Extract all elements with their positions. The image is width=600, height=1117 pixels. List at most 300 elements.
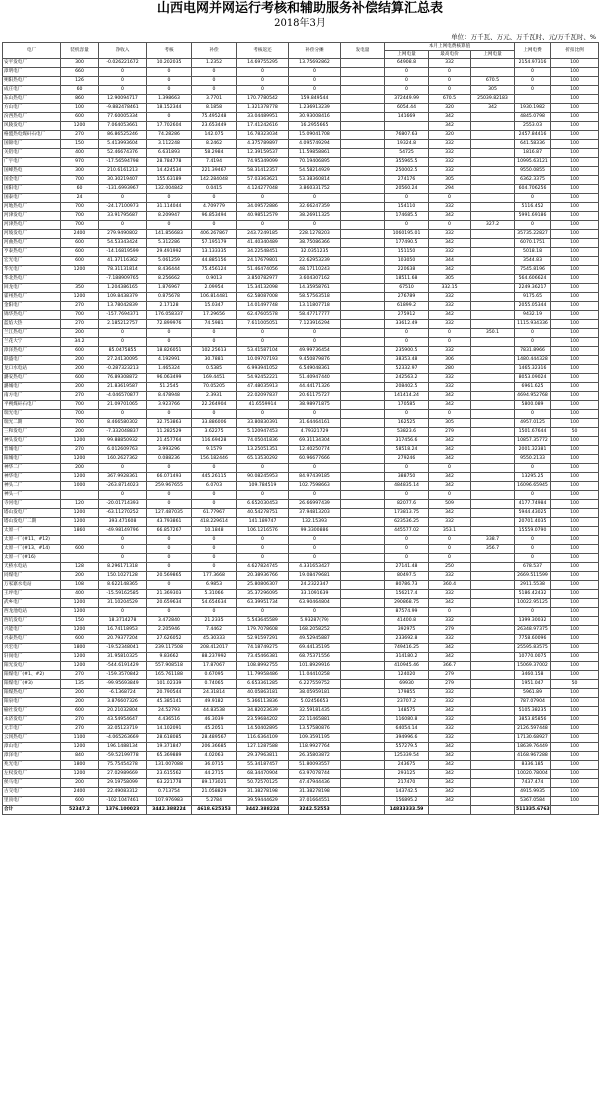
plant-name-cell: 榆社发电厂	[3, 707, 61, 716]
col-header: 补偿分摊	[289, 43, 341, 59]
table-cell: 46.3039	[192, 716, 237, 725]
table-cell: 320	[429, 104, 471, 113]
table-cell: 1501.67644	[515, 428, 551, 437]
table-cell: 787.07904	[515, 698, 551, 707]
table-cell: 0.67095	[192, 671, 237, 680]
table-cell: 2126.597448	[515, 725, 551, 734]
table-cell: 332	[429, 230, 471, 239]
table-cell: 13.25051351	[237, 446, 289, 455]
table-cell: 332	[429, 248, 471, 257]
table-cell	[341, 653, 385, 662]
table-cell: 2911.5538	[515, 581, 551, 590]
table-cell: 31.10204529	[99, 599, 147, 608]
table-cell: 342	[429, 473, 471, 482]
table-cell: 109.8438379	[99, 293, 147, 302]
table-cell: 0	[147, 86, 192, 95]
table-cell: 63.39951734	[237, 599, 289, 608]
table-cell: 0	[192, 221, 237, 230]
table-cell: 34.2	[61, 338, 99, 347]
table-cell: 305	[471, 86, 515, 95]
table-cell: 332	[429, 725, 471, 734]
table-cell: 332	[429, 635, 471, 644]
table-row	[3, 689, 599, 698]
table-cell: 0	[289, 608, 341, 617]
table-cell	[341, 113, 385, 122]
plant-name-cell: 国阳电厂	[3, 185, 61, 194]
table-row	[3, 680, 599, 689]
table-cell: 10770.0075	[515, 653, 551, 662]
table-cell: -7.332048837	[99, 428, 147, 437]
table-cell: 5.120947453	[237, 428, 289, 437]
table-cell	[341, 590, 385, 599]
table-cell: 3.62275	[192, 428, 237, 437]
table-row	[3, 572, 599, 581]
table-cell: 4168.967288	[515, 752, 551, 761]
table-row	[3, 428, 599, 437]
table-row	[3, 257, 599, 266]
table-cell: 100	[551, 257, 599, 266]
plant-name-cell: 平朔煤矸石电厂	[3, 401, 61, 410]
table-cell: 600	[61, 545, 99, 554]
table-cell: 641.58336	[515, 140, 551, 149]
table-row	[3, 77, 599, 86]
table-cell: 19.371847	[147, 743, 192, 752]
table-cell: 100	[551, 671, 599, 680]
table-cell: 10995.63121	[515, 158, 551, 167]
table-cell: 19.08479681	[289, 572, 341, 581]
table-cell: 342	[429, 644, 471, 653]
table-cell: 0	[237, 194, 289, 203]
table-cell: 0	[99, 545, 147, 554]
table-cell: 0	[515, 545, 551, 554]
table-cell: 0	[429, 545, 471, 554]
table-cell: 0	[99, 194, 147, 203]
table-cell: 0	[385, 554, 429, 563]
table-cell: 65.13530292	[237, 455, 289, 464]
table-cell: 350	[61, 284, 99, 293]
table-cell: 109.784519	[237, 482, 289, 491]
table-cell	[551, 806, 599, 815]
table-cell: 150	[61, 617, 99, 626]
table-cell: 0	[192, 68, 237, 77]
table-row	[3, 347, 599, 356]
table-cell: 366.7	[429, 662, 471, 671]
table-cell	[471, 410, 515, 419]
table-cell: 0	[515, 194, 551, 203]
plant-name-cell: 西坑发电厂	[3, 617, 61, 626]
table-cell: 2154.97316	[515, 59, 551, 68]
table-cell: 2553.03	[515, 122, 551, 131]
table-cell: 54725	[385, 149, 429, 158]
table-cell: 1.321378778	[237, 104, 289, 113]
table-cell: 0	[289, 77, 341, 86]
plant-name-cell: 阳煤电厂(#3)	[3, 680, 61, 689]
table-cell: 74.28286	[147, 131, 192, 140]
table-cell: 41.40340489	[237, 239, 289, 248]
table-cell: 10.202035	[147, 59, 192, 68]
table-cell: 100	[551, 230, 599, 239]
table-cell: 0	[192, 194, 237, 203]
col-header: 发电量	[341, 43, 385, 59]
plant-name-cell: 锦华热电厂	[3, 311, 61, 320]
table-cell: 34.09572886	[237, 203, 289, 212]
table-cell: 8.436444	[147, 266, 192, 275]
table-cell: -24.17100973	[99, 203, 147, 212]
table-cell	[341, 266, 385, 275]
table-cell: 15.34132098	[237, 284, 289, 293]
table-cell: 200	[61, 383, 99, 392]
table-cell: 58.47717777	[289, 311, 341, 320]
table-cell: 0	[289, 338, 341, 347]
table-row	[3, 401, 599, 410]
table-cell: 14.424534	[147, 167, 192, 176]
table-cell: 0	[429, 77, 471, 86]
table-cell: 69.44135195	[289, 644, 341, 653]
table-cell: 1.2352	[192, 59, 237, 68]
table-cell: 0.9013	[192, 275, 237, 284]
table-cell: 100	[551, 419, 599, 428]
table-cell: 3.860331752	[289, 185, 341, 194]
table-cell: 100	[551, 248, 599, 257]
plant-name-cell: 朔阳热电厂	[3, 77, 61, 86]
table-cell: 670.5	[471, 77, 515, 86]
table-cell: 0	[147, 329, 192, 338]
table-row	[3, 545, 599, 554]
table-cell	[341, 59, 385, 68]
table-cell: 342	[429, 599, 471, 608]
table-cell: 16.74118953	[99, 626, 147, 635]
table-cell: 4.02063	[192, 752, 237, 761]
plant-name-cell: 神华电厂	[3, 473, 61, 482]
plant-name-cell: 西龙池电站	[3, 608, 61, 617]
table-cell: 314180.2	[385, 653, 429, 662]
plant-name-cell: 霍州热电厂	[3, 293, 61, 302]
table-cell	[341, 716, 385, 725]
table-cell: 5186.42432	[515, 590, 551, 599]
table-cell	[471, 500, 515, 509]
table-row	[3, 104, 599, 113]
table-cell: 126	[61, 77, 99, 86]
table-cell	[471, 464, 515, 473]
table-row	[3, 770, 599, 779]
table-row	[3, 203, 599, 212]
table-cell: 11.04410258	[289, 671, 341, 680]
table-cell: 342	[429, 122, 471, 131]
table-cell: 5961.89	[515, 689, 551, 698]
plant-name-cell: 太原一厂(#11、#12)	[3, 536, 61, 545]
table-cell	[471, 149, 515, 158]
plant-name-cell: 侯马电厂	[3, 779, 61, 788]
table-row	[3, 86, 599, 95]
table-cell: 9.450879876	[289, 356, 341, 365]
table-cell: 0	[385, 194, 429, 203]
table-cell: 0	[385, 491, 429, 500]
table-row	[3, 599, 599, 608]
table-row	[3, 725, 599, 734]
table-cell: 342	[429, 797, 471, 806]
table-cell	[341, 662, 385, 671]
table-cell: 24.31814	[192, 689, 237, 698]
table-cell: 200	[61, 572, 99, 581]
table-cell: 135	[61, 680, 99, 689]
table-cell: -0.026221672	[99, 59, 147, 68]
table-cell: 338.7	[471, 536, 515, 545]
table-cell: 100	[551, 563, 599, 572]
table-cell: 72.899976	[147, 320, 192, 329]
table-cell	[471, 617, 515, 626]
table-cell	[471, 392, 515, 401]
table-cell: 0	[237, 221, 289, 230]
table-row	[3, 392, 599, 401]
table-cell: 16.78323034	[237, 131, 289, 140]
table-cell: 45.2051	[192, 725, 237, 734]
table-cell: 170.7780542	[237, 95, 289, 104]
table-cell: 0	[147, 194, 192, 203]
table-row	[3, 59, 599, 68]
table-cell: 100	[551, 635, 599, 644]
table-cell	[341, 194, 385, 203]
table-cell: 100	[551, 536, 599, 545]
table-cell	[341, 140, 385, 149]
table-row	[3, 698, 599, 707]
table-cell: 332	[429, 716, 471, 725]
table-cell: 342	[429, 311, 471, 320]
table-cell: 6070.1751	[515, 239, 551, 248]
table-cell: 0	[147, 410, 192, 419]
table-cell: 0	[385, 338, 429, 347]
table-cell	[341, 464, 385, 473]
table-cell	[61, 554, 99, 563]
table-cell	[61, 536, 99, 545]
table-cell: 600	[61, 113, 99, 122]
table-cell	[341, 491, 385, 500]
plant-name-cell: 关铝电厂	[3, 149, 61, 158]
plant-name-cell: 万家寨水电站	[3, 581, 61, 590]
table-cell: 28.489567	[192, 734, 237, 743]
table-cell: 16096.65945	[515, 482, 551, 491]
table-cell: 60	[61, 185, 99, 194]
table-cell: 0	[192, 464, 237, 473]
table-cell: 4694.952768	[515, 392, 551, 401]
table-cell: 100	[551, 464, 599, 473]
table-row	[3, 320, 599, 329]
table-cell: 61899.2	[385, 302, 429, 311]
table-cell: 332	[429, 167, 471, 176]
table-cell: 100	[551, 383, 599, 392]
table-row	[3, 284, 599, 293]
table-cell: 342	[429, 239, 471, 248]
table-cell: 200	[61, 356, 99, 365]
table-row	[3, 752, 599, 761]
table-cell: 509	[429, 500, 471, 509]
table-cell: 276789	[385, 293, 429, 302]
table-cell	[341, 761, 385, 770]
table-cell: 3.472840	[147, 617, 192, 626]
table-cell	[471, 185, 515, 194]
table-cell	[471, 689, 515, 698]
table-cell: 116.69428	[192, 437, 237, 446]
table-row	[3, 95, 599, 104]
table-cell: 25039.82183	[471, 95, 515, 104]
table-cell: 3544.83	[515, 257, 551, 266]
table-cell: 69930	[385, 680, 429, 689]
table-cell: 0	[429, 464, 471, 473]
table-cell: 13.78042839	[99, 302, 147, 311]
table-cell: -20.01714393	[99, 500, 147, 509]
table-cell: 0	[237, 491, 289, 500]
table-cell: 300	[61, 59, 99, 68]
table-cell: 7437.474	[515, 779, 551, 788]
table-cell: 332	[429, 617, 471, 626]
table-cell: 306	[429, 356, 471, 365]
table-cell	[471, 572, 515, 581]
table-cell: 13295.25	[515, 473, 551, 482]
table-cell: 5991.69186	[515, 212, 551, 221]
table-cell: 0	[99, 86, 147, 95]
table-row	[3, 734, 599, 743]
table-cell: 0	[429, 329, 471, 338]
table-cell: 74.18749275	[237, 644, 289, 653]
table-cell: 342	[429, 761, 471, 770]
table-row	[3, 176, 599, 185]
table-cell: 0	[99, 338, 147, 347]
table-cell: -99.95693849	[99, 680, 147, 689]
table-cell: 90.08245953	[237, 473, 289, 482]
table-cell: 0	[99, 491, 147, 500]
table-cell: 58.31412357	[237, 167, 289, 176]
table-cell: 0	[192, 329, 237, 338]
table-cell: 47.47944436	[289, 779, 341, 788]
table-cell: 154110	[385, 203, 429, 212]
table-cell: 62.58087008	[237, 293, 289, 302]
table-cell: 25595.83575	[515, 644, 551, 653]
table-cell: 57.195179	[192, 239, 237, 248]
table-cell: 8.296171318	[99, 563, 147, 572]
table-cell: 1200	[61, 743, 99, 752]
table-cell: 0	[147, 338, 192, 347]
table-cell: 0	[237, 68, 289, 77]
plant-name-cell: 金阳电厂	[3, 302, 61, 311]
col-header: 上网电量	[385, 51, 429, 59]
table-cell	[471, 554, 515, 563]
table-cell: 101.8929916	[289, 662, 341, 671]
table-cell: 100	[551, 662, 599, 671]
table-cell: 100	[551, 626, 599, 635]
table-cell: 170585	[385, 401, 429, 410]
table-cell: 860	[61, 95, 99, 104]
table-cell: 57.03363621	[237, 176, 289, 185]
table-cell: 0	[192, 77, 237, 86]
table-cell: 1951.047	[515, 680, 551, 689]
table-cell: 0	[385, 86, 429, 95]
table-cell: 35.37296095	[237, 590, 289, 599]
table-cell: 54.53343424	[99, 239, 147, 248]
table-cell: 43.54954647	[99, 716, 147, 725]
table-cell: -6.1368724	[99, 689, 147, 698]
table-cell: 5018.18	[515, 248, 551, 257]
table-cell: 604.706256	[515, 185, 551, 194]
table-cell: 557279.5	[385, 743, 429, 752]
table-row	[3, 518, 599, 527]
table-cell: 9550.2133	[515, 455, 551, 464]
table-cell: 0	[99, 77, 147, 86]
table-cell: 0	[147, 221, 192, 230]
table-cell	[341, 554, 385, 563]
plant-name-cell: 国锦电厂	[3, 140, 61, 149]
table-cell: 75.456124	[192, 266, 237, 275]
table-cell	[341, 500, 385, 509]
table-cell: 0	[289, 410, 341, 419]
table-row	[3, 761, 599, 770]
table-cell	[341, 293, 385, 302]
table-cell: 206.36685	[192, 743, 237, 752]
table-cell: 80497.5	[385, 572, 429, 581]
table-cell	[471, 248, 515, 257]
table-cell: 0	[429, 221, 471, 230]
table-cell: 100	[551, 59, 599, 68]
table-cell	[341, 203, 385, 212]
table-cell	[341, 221, 385, 230]
table-cell: 47.48035913	[237, 383, 289, 392]
table-cell	[471, 68, 515, 77]
plant-name-cell: 太原一厂	[3, 527, 61, 536]
table-cell	[471, 680, 515, 689]
plant-name-cell: 华北热电厂	[3, 275, 61, 284]
table-cell: 174685.5	[385, 212, 429, 221]
plant-name-cell: 河曲热电厂	[3, 239, 61, 248]
table-cell: 100	[551, 203, 599, 212]
table-cell: -63.11270252	[99, 509, 147, 518]
plant-name-cell: 兴能电厂	[3, 626, 61, 635]
table-cell: 200	[61, 365, 99, 374]
table-cell: 69.31134304	[289, 437, 341, 446]
plant-name-cell: 河津发电厂	[3, 212, 61, 221]
table-cell: 66.857267	[147, 527, 192, 536]
table-cell: 0	[289, 86, 341, 95]
table-cell: 0	[515, 221, 551, 230]
plant-name-cell: 国泰电厂	[3, 194, 61, 203]
table-cell: 162525	[385, 419, 429, 428]
table-cell: 150.1027128	[99, 572, 147, 581]
table-cell: 0	[515, 338, 551, 347]
table-cell: 100	[551, 752, 599, 761]
table-cell: 1800	[61, 761, 99, 770]
table-row	[3, 662, 599, 671]
table-cell: 332	[429, 59, 471, 68]
table-cell: 34.82023639	[237, 707, 289, 716]
plant-name-cell: 阳光发电厂	[3, 662, 61, 671]
report-period: 2018年3月	[274, 18, 326, 29]
table-cell: 68.34470904	[237, 770, 289, 779]
table-row	[3, 365, 599, 374]
table-cell: 23707.2	[385, 698, 429, 707]
table-cell: 0	[515, 491, 551, 500]
table-cell: 50	[551, 680, 599, 689]
table-cell: 270	[61, 725, 99, 734]
table-cell: 100	[551, 545, 599, 554]
table-cell	[341, 185, 385, 194]
table-cell: 30.7881	[192, 356, 237, 365]
table-cell	[341, 455, 385, 464]
table-cell: 6.993941052	[237, 365, 289, 374]
table-cell: 160.2627362	[99, 455, 147, 464]
table-cell: 7831.8966	[515, 347, 551, 356]
table-cell: 120	[61, 500, 99, 509]
table-cell: 109.3591195	[289, 734, 341, 743]
table-cell: 410945.46	[385, 662, 429, 671]
table-cell: 0	[289, 194, 341, 203]
table-cell: 96.853494	[192, 212, 237, 221]
